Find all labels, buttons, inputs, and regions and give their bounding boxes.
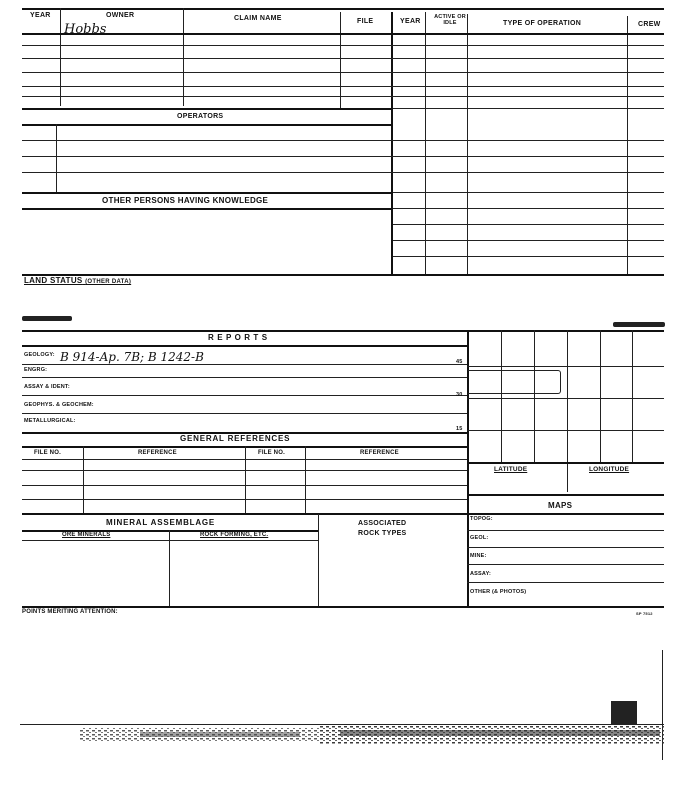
rule (22, 96, 664, 97)
land-status-sub: (OTHER DATA) (85, 279, 132, 285)
divider (391, 12, 393, 274)
maps-title: MAPS (548, 501, 573, 510)
latitude-label: LATITUDE (494, 466, 528, 473)
divider (632, 330, 633, 462)
rule (393, 108, 664, 109)
noise-svg (20, 722, 664, 750)
rule (22, 413, 468, 414)
rule (393, 256, 664, 257)
divider (60, 8, 61, 106)
report-num-15: 15 (456, 426, 463, 432)
rule (467, 494, 664, 496)
rule (22, 124, 391, 126)
divider (467, 14, 468, 274)
ore-minerals-label: ORE MINERALS (62, 532, 111, 538)
rule (22, 606, 664, 608)
scan-noise-band (20, 722, 664, 750)
rule (22, 208, 391, 210)
header-year: YEAR (30, 12, 51, 19)
rule (22, 58, 664, 59)
header-active-idle: ACTIVE OR IDLE (434, 14, 466, 26)
associated-rock-types-2: ROCK TYPES (358, 530, 407, 537)
rule (22, 395, 468, 396)
associated-rock-types-1: ASSOCIATED (358, 520, 407, 527)
rule (393, 208, 664, 209)
rule (22, 33, 664, 35)
rule (22, 192, 391, 194)
rule (467, 564, 664, 565)
form-number: SP 7512 (636, 611, 653, 616)
rule (467, 547, 664, 548)
ref-col-reference-1: REFERENCE (138, 450, 177, 456)
rule (22, 108, 391, 110)
report-num-30: 30 (456, 392, 463, 398)
divider (534, 330, 535, 462)
report-label-geology: GEOLOGY: (24, 352, 55, 358)
rule (22, 156, 664, 157)
reports-title: R E P O R T S (208, 333, 268, 342)
rule (467, 366, 664, 367)
rule (22, 485, 468, 486)
maps-assay: ASSAY: (470, 571, 492, 577)
report-label-metallurgical: METALLURGICAL: (24, 418, 76, 424)
maps-geol: GEOL: (470, 535, 489, 541)
ref-col-reference-2: REFERENCE (360, 450, 399, 456)
rule (467, 430, 664, 431)
report-label-engrg: ENGRG: (24, 367, 48, 373)
maps-other-photos: OTHER (& PHOTOS) (470, 589, 527, 595)
divider (600, 330, 601, 462)
rule (22, 540, 318, 541)
rule (22, 72, 664, 73)
other-persons-label: OTHER PERSONS HAVING KNOWLEDGE (102, 196, 269, 205)
ref-col-file-no-1: FILE NO. (34, 450, 61, 456)
report-num-45: 45 (456, 359, 463, 365)
divider (627, 16, 628, 274)
land-status-label (24, 276, 131, 285)
maps-topog: TOPOG: (470, 516, 493, 522)
rule (467, 530, 664, 531)
divider (305, 446, 306, 513)
rule (393, 240, 664, 241)
report-label-geophys: GEOPHYS. & GEOCHEM: (24, 402, 94, 408)
general-references-title: GENERAL REFERENCES (180, 434, 291, 443)
top-border (22, 8, 664, 10)
rule (467, 513, 664, 515)
rule (22, 172, 664, 173)
operators-label: OPERATORS (177, 113, 224, 120)
header-owner: OWNER (106, 12, 135, 19)
header-year-2: YEAR (400, 18, 421, 25)
maps-mine: MINE: (470, 553, 487, 559)
scan-mark (22, 316, 72, 321)
rule (22, 377, 468, 378)
rule (467, 398, 664, 399)
rule (22, 45, 664, 46)
divider (501, 330, 502, 462)
divider (56, 124, 57, 192)
rock-forming-label: ROCK FORMING, ETC. (200, 532, 269, 538)
longitude-label: LONGITUDE (589, 466, 630, 473)
rule (22, 513, 468, 515)
divider (169, 530, 170, 606)
rule (22, 140, 664, 141)
rule (22, 499, 468, 500)
rule (393, 224, 664, 225)
divider (318, 514, 319, 606)
report-label-assay: ASSAY & IDENT: (24, 384, 70, 390)
geology-entry: B 914-Ap. 7B; B 1242-B (60, 350, 204, 364)
header-claim-name: CLAIM NAME (234, 15, 282, 22)
rule (393, 192, 664, 193)
points-meriting-label: POINTS MERITING ATTENTION: (22, 609, 118, 615)
grid-box (468, 370, 561, 394)
ref-col-file-no-2: FILE NO. (258, 450, 285, 456)
divider (567, 330, 568, 492)
rule (22, 364, 468, 365)
scan-mark (613, 322, 665, 327)
header-type-of-operation: TYPE OF OPERATION (503, 20, 582, 27)
rule (22, 345, 468, 347)
divider (83, 446, 84, 513)
header-file: FILE (357, 18, 374, 25)
rule (467, 462, 664, 464)
rule (22, 86, 664, 87)
divider (183, 8, 184, 106)
header-crew: CREW (638, 21, 661, 28)
rule (22, 470, 468, 471)
mineral-assemblage-title: MINERAL ASSEMBLAGE (106, 518, 216, 527)
rule (467, 582, 664, 583)
divider (425, 12, 426, 274)
owner-entry: Hobbs (64, 22, 107, 37)
divider (245, 446, 246, 513)
land-status-title: LAND STATUS (24, 276, 83, 285)
